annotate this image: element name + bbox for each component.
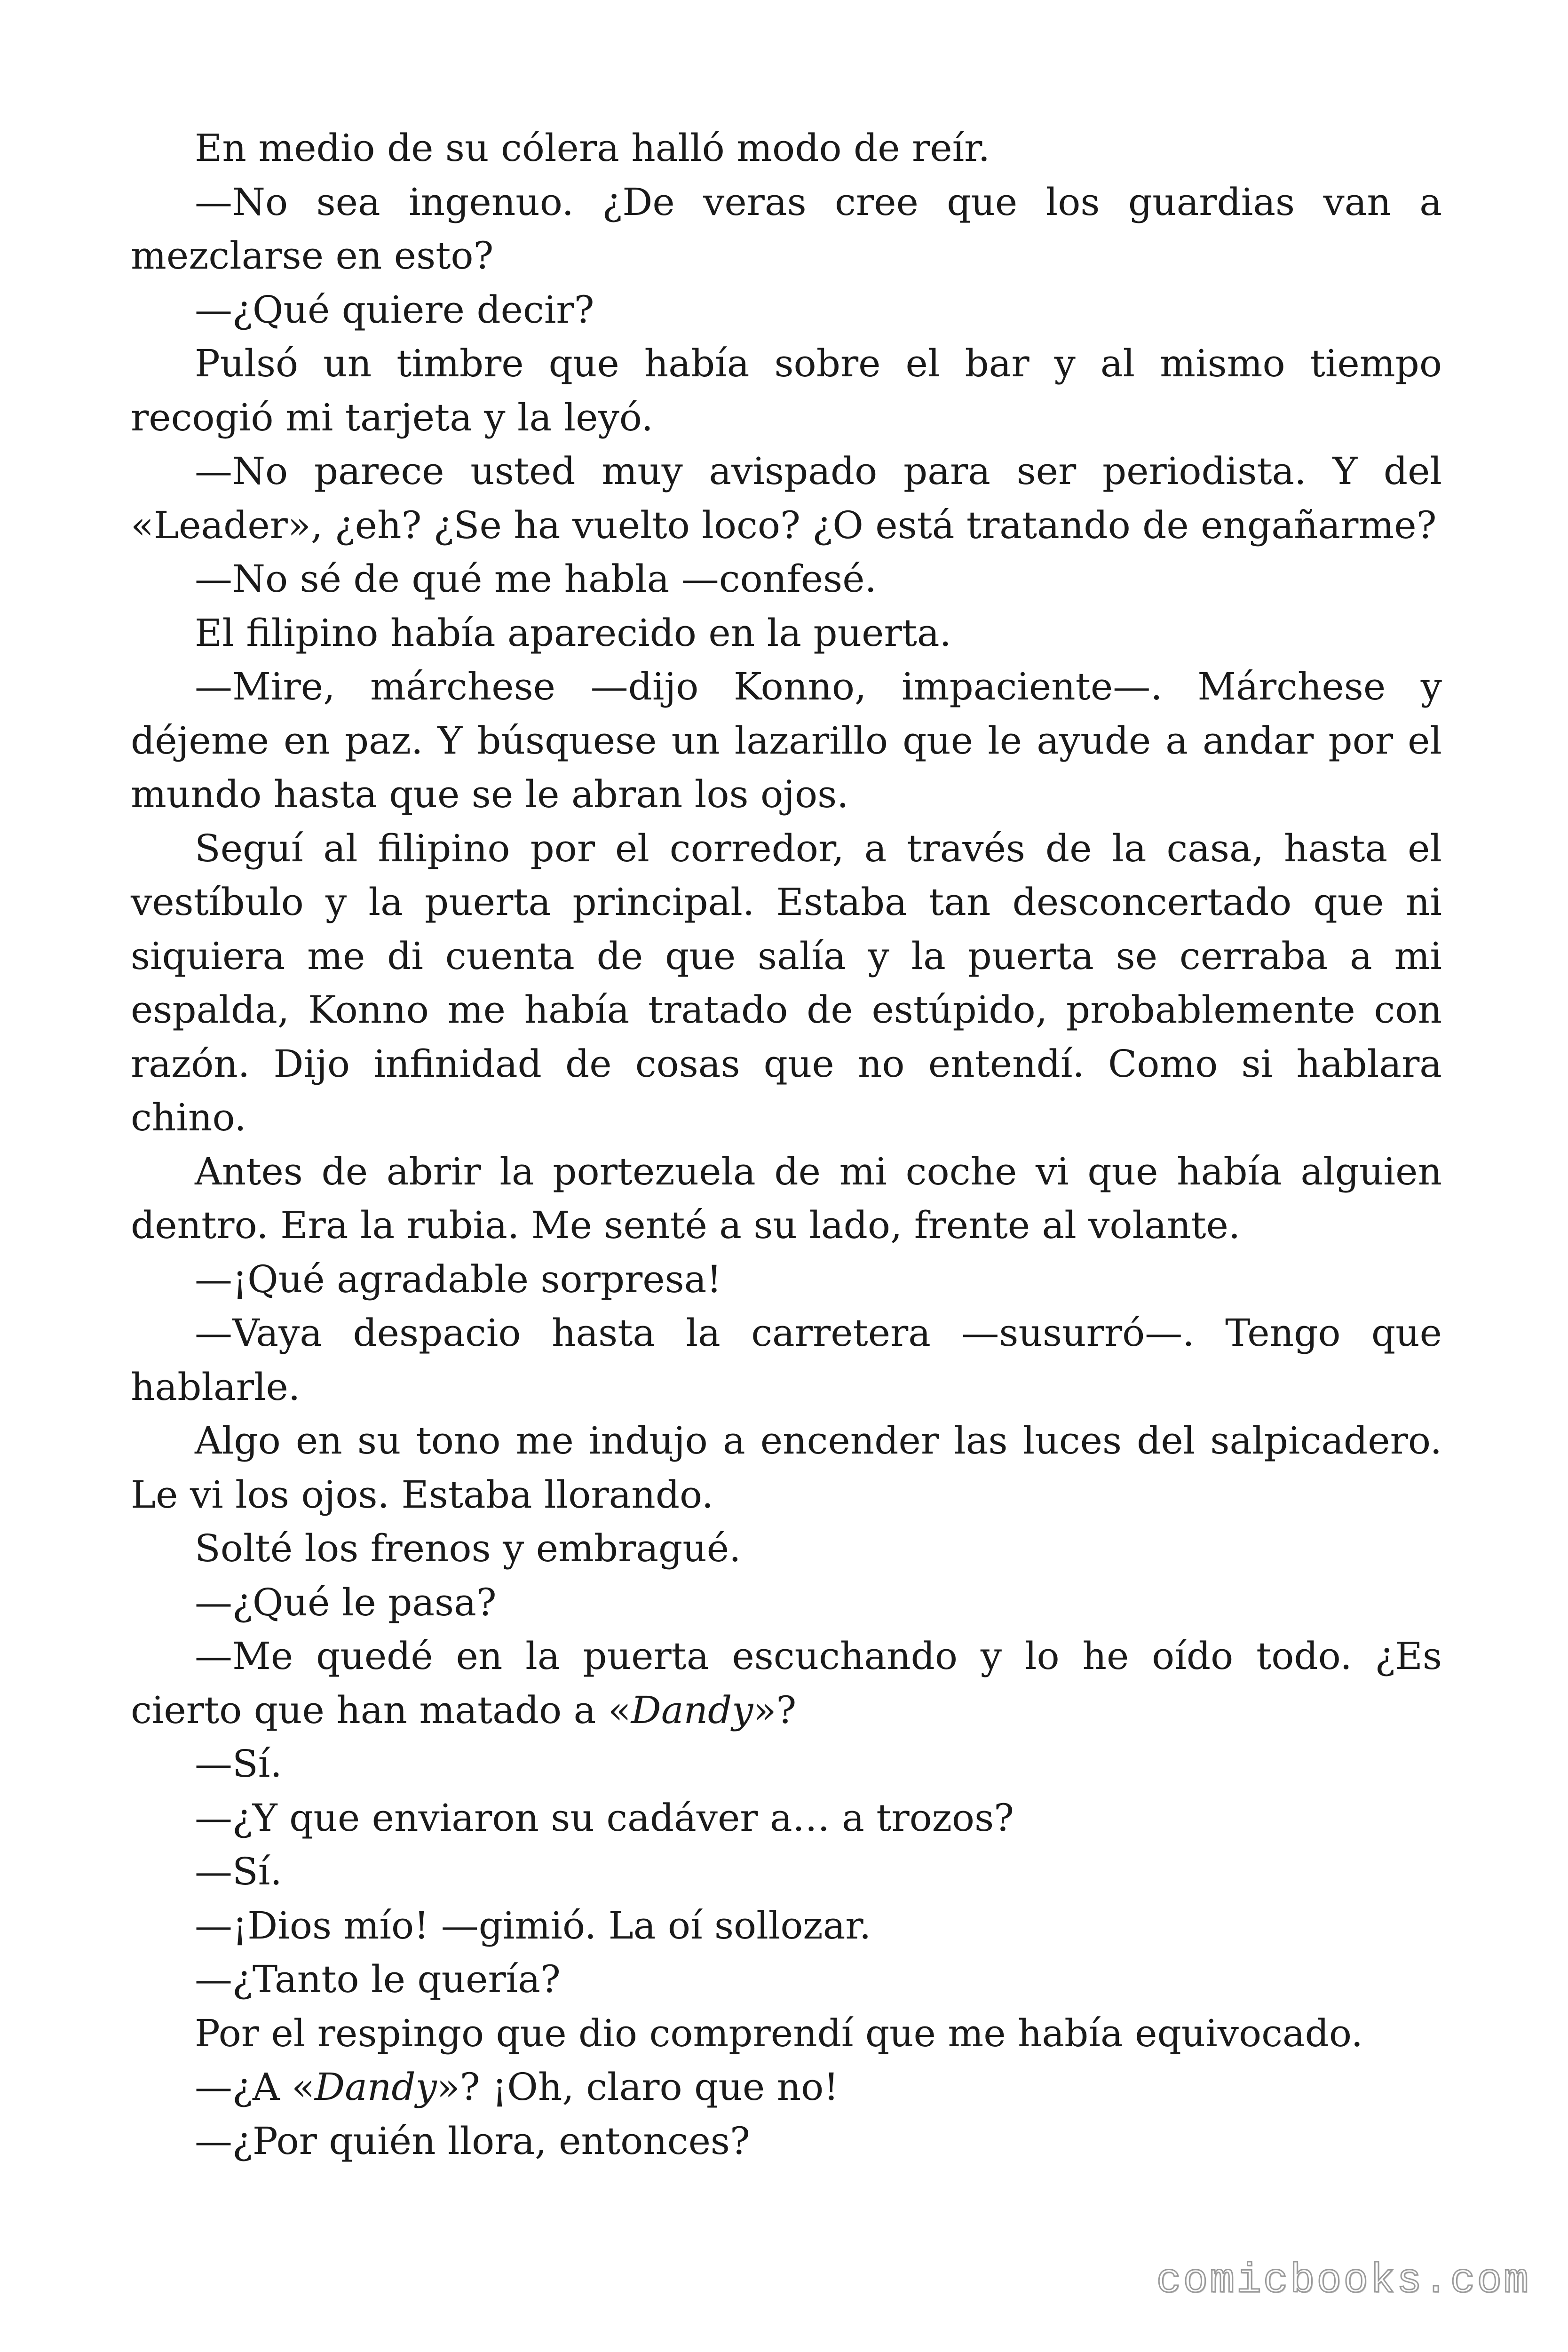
italic-name: Dandy (315, 2065, 437, 2109)
paragraph: —¿Y que enviaron su cadáver a… a trozos? (195, 1796, 1014, 1840)
paragraph: Solté los frenos y embragué. (195, 1526, 741, 1570)
paragraph: —¡Qué agradable sorpresa! (195, 1257, 722, 1301)
paragraph: —No sea ingenuo. ¿De veras cree que los guardias van a mezclarse en esto? (131, 180, 1442, 278)
paragraph: —Me quedé en la puerta escuchando y lo he oído todo. ¿Es cierto que han matado a «Dandy»? (131, 1634, 1442, 1732)
paragraph: —¿Por quién llora, entonces? (195, 2119, 750, 2163)
watermark: comicbooks.com (1156, 2258, 1530, 2304)
paragraph: Algo en su tono me indujo a encender las luces del salpicadero. Le vi los ojos. Estaba llorando. (131, 1419, 1442, 1517)
paragraph: Por el respingo que dio comprendí que me había equivocado. (195, 2011, 1363, 2055)
paragraph: —¿A «Dandy»? ¡Oh, claro que no! (195, 2065, 839, 2109)
paragraph: En medio de su cólera halló modo de reír. (195, 126, 990, 170)
italic-name: Dandy (631, 1688, 753, 1732)
paragraph: —¡Dios mío! —gimió. La oí sollozar. (195, 1903, 871, 1947)
paragraph: —Vaya despacio hasta la carretera —susurró—. Tengo que hablarle. (131, 1311, 1442, 1409)
paragraph: Antes de abrir la portezuela de mi coche vi que había alguien dentro. Era la rubia. Me senté a su lado, frente al volante. (131, 1149, 1442, 1247)
paragraph: —¿Qué quiere decir? (195, 287, 594, 332)
body-text (131, 121, 1442, 2168)
paragraph: —Sí. (195, 1742, 282, 1786)
paragraph: —No parece usted muy avispado para ser periodista. Y del «Leader», ¿eh? ¿Se ha vuelto loco? ¿O está tratando de engañarme? (131, 449, 1442, 547)
paragraph: —¿Qué le pasa? (195, 1580, 497, 1624)
paragraph: Seguí al filipino por el corredor, a través de la casa, hasta el vestíbulo y la puerta principal. Estaba tan desconcertado que ni siquiera me di cuenta de que salía y la puerta se cerraba a mi espalda, Konno me había tratado de estúpido, probablemente con razón. Dijo infinidad de cosas que no entendí. Como si hablara chino. (131, 826, 1442, 1139)
paragraph: Pulsó un timbre que había sobre el bar y al mismo tiempo recogió mi tarjeta y la leyó. (131, 342, 1442, 439)
paragraph: —¿Tanto le quería? (195, 1957, 561, 2001)
paragraph: —Mire, márchese —dijo Konno, impaciente—. Márchese y déjeme en paz. Y búsquese un lazarillo que le ayude a andar por el mundo hasta que se le abran los ojos. (131, 665, 1442, 816)
paragraph: —No sé de qué me habla —confesé. (195, 557, 877, 601)
paragraph: —Sí. (195, 1850, 282, 1893)
paragraph: El filipino había aparecido en la puerta. (195, 611, 951, 655)
